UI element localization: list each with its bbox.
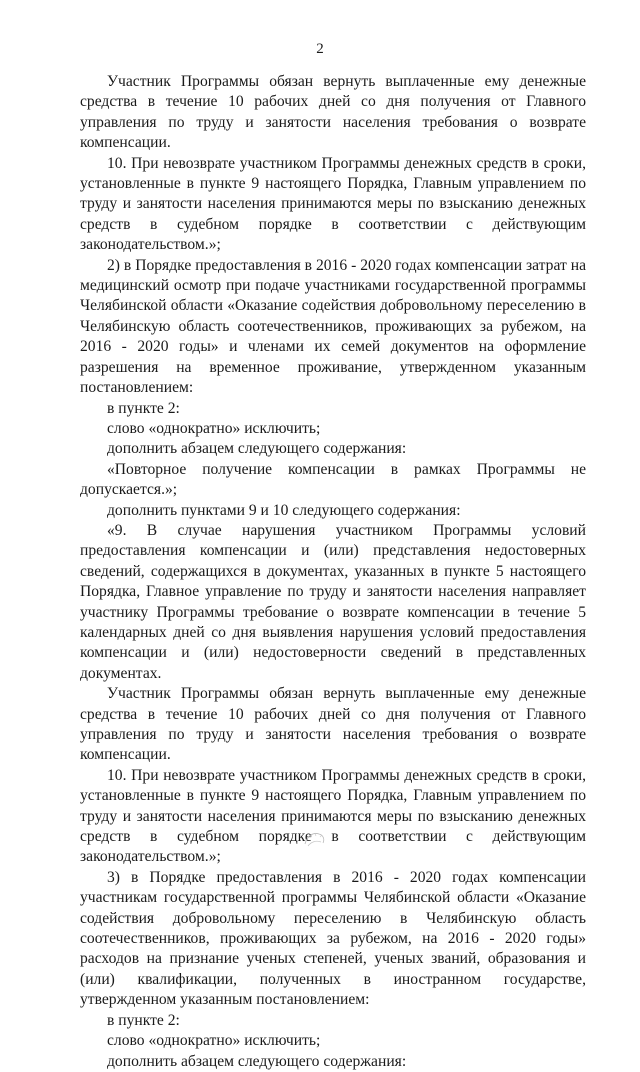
paragraph: слово «однократно» исключить; (107, 1032, 321, 1050)
paragraph: в пункте 2: (107, 399, 180, 417)
paragraph: в пункте 2: (107, 1011, 180, 1029)
paragraph: 3) в Порядке предоставления в 2016 - 2020 годах компенсации участникам государственной программы Челябинской области «Оказание содействия добровольному переселению в Челябинскую область соотечественников, проживающих за рубежом, на 2016 - 2020 годы» расходов на признание ученых степеней, ученых званий, образования и (или) квалификации, полученных в иностранном государстве, утвержденном указанным постановлением: (80, 868, 586, 1009)
paragraph: «9. В случае нарушения участником Программы условий предоставления компенсации и (или) представления недостоверных сведений, содержащихся в документах, указанных в пункте 5 настоящего Порядка, Главное управление по труду и занятости населения направляет участнику Программы требование о возврате компенсации в течение 5 календарных дней со дня выявления нарушения условий предоставления компенсации и (или) недостоверности сведений в представленных документах. (80, 521, 586, 682)
paragraph: слово «однократно» исключить; (107, 419, 321, 437)
page-number: 2 (316, 41, 324, 57)
paragraph: 2) в Порядке предоставления в 2016 - 2020 годах компенсации затрат на медицинский осмотр при подаче участниками государственной программы Челябинской области «Оказание содействия добровольному переселению в Челябинскую область соотечественников, проживающих за рубежом, на 2016 - 2020 годы» и членами их семей документов на оформление разрешения на временное проживание, утвержденном указанным постановлением: (80, 256, 586, 397)
paragraph: «Повторное получение компенсации в рамках Программы не допускается.»; (80, 460, 586, 499)
paragraph: 10. При невозврате участником Программы денежных средств в сроки, установленные в пункте 9 настоящего Порядка, Главным управлением по труду и занятости населения принимаются меры по взысканию денежных средств в судебном порядке в соответствии с действующим законодательством.»; (80, 766, 586, 866)
paragraph: дополнить абзацем следующего содержания: (107, 440, 407, 458)
paragraph: дополнить пунктами 9 и 10 следующего содержания: (107, 501, 461, 519)
paragraph: Участник Программы обязан вернуть выплаченные ему денежные средства в течение 10 рабочих дней со дня получения от Главного управления по труду и занятости населения требования о возврате компенсации. (80, 73, 586, 152)
paragraph: дополнить абзацем следующего содержания: (107, 1052, 407, 1070)
document-body (80, 72, 586, 1072)
paragraph: Участник Программы обязан вернуть выплаченные ему денежные средства в течение 10 рабочих дней со дня получения от Главного управления по труду и занятости населения требования о возврате компенсации. (80, 685, 586, 764)
faint-stamp-icon (301, 828, 329, 850)
paragraph: 10. При невозврате участником Программы денежных средств в сроки, установленные в пункте 9 настоящего Порядка, Главным управлением по труду и занятости населения принимаются меры по взысканию денежных средств в судебном порядке в соответствии с действующим законодательством.»; (80, 154, 586, 254)
